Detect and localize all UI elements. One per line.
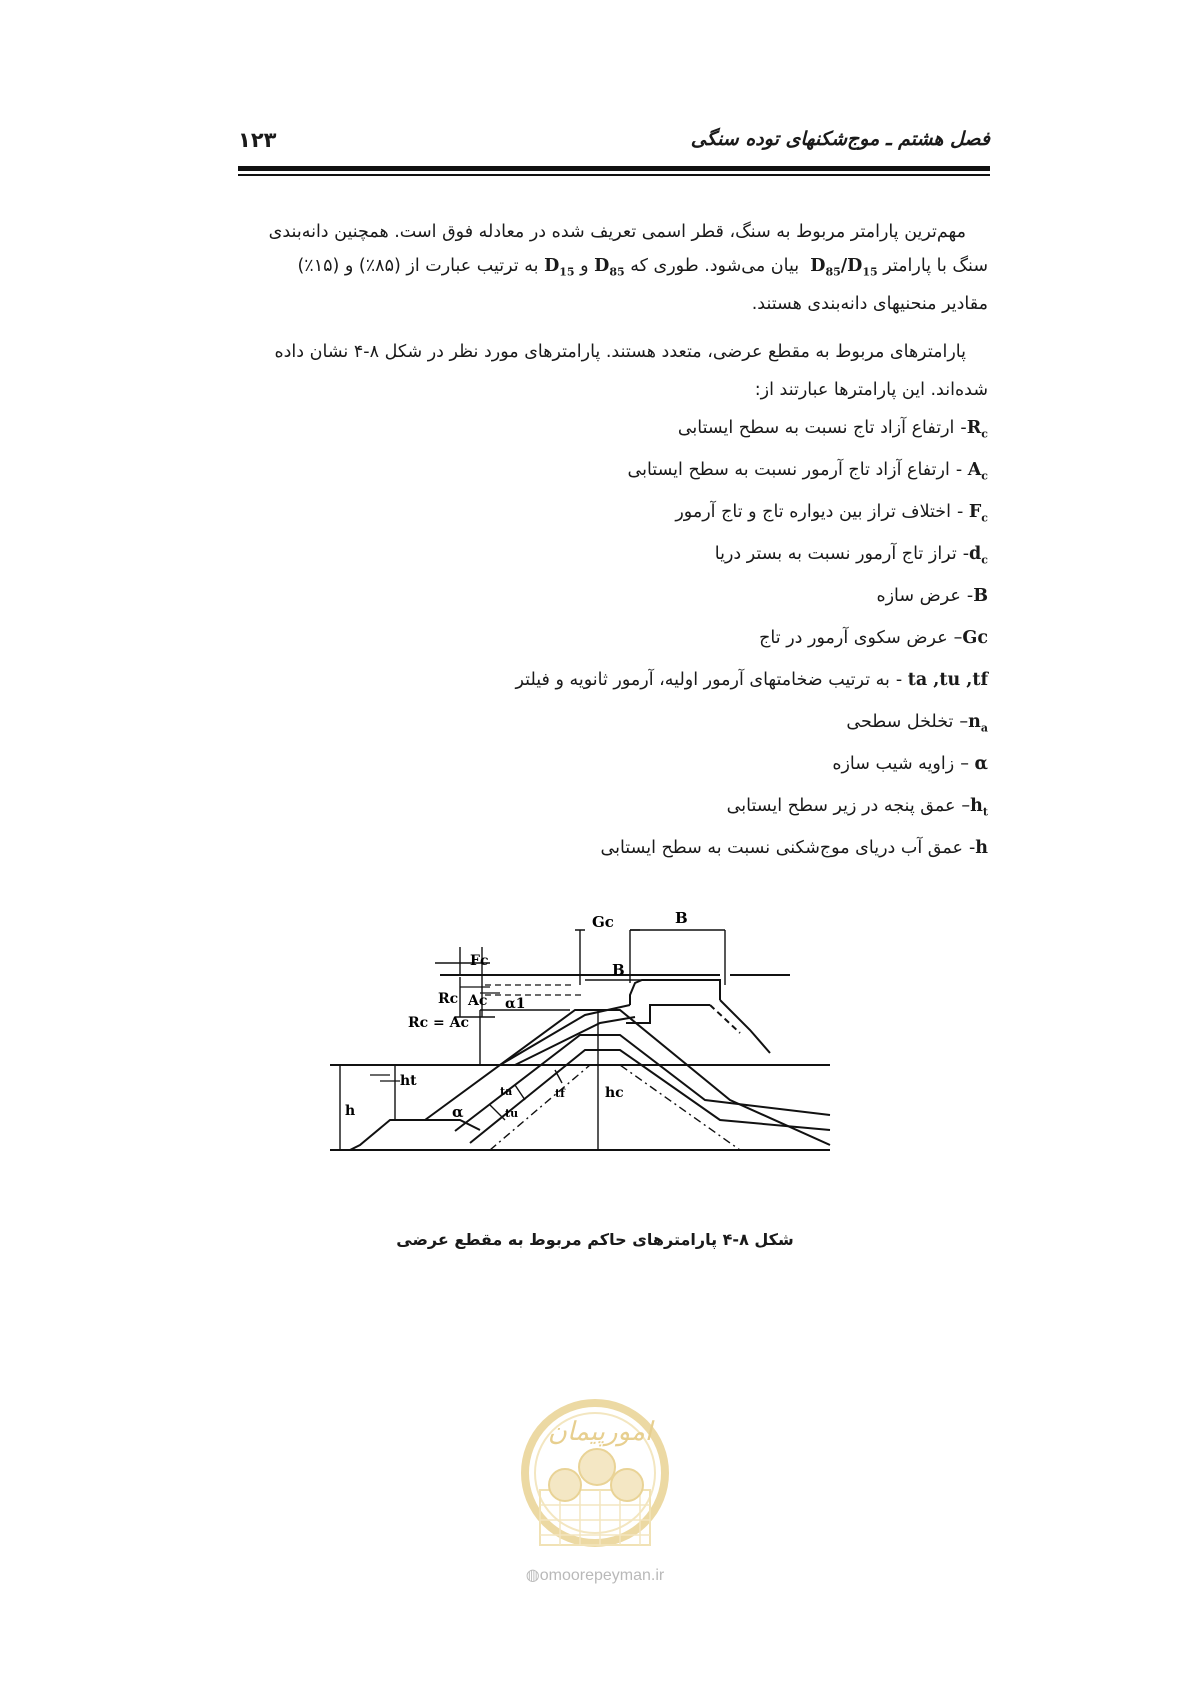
- label-hc: hc: [605, 1085, 624, 1101]
- parameter-description: عرض سازه: [876, 586, 961, 606]
- globe-icon: ◍: [525, 1567, 540, 1584]
- parameter-item: [727, 796, 988, 819]
- cross-section-figure: [330, 905, 890, 1210]
- parameter-description: اختلاف تراز بین دیواره تاج و تاج آرمور: [675, 502, 951, 522]
- paragraph1-line3: مقادیر منحنیهای دانه‌بندی هستند.: [751, 294, 988, 314]
- parameter-description: تراز تاج آرمور نسبت به بستر دریا: [714, 544, 957, 564]
- paragraph1-line2: سنگ با پارامتر $D_{85}/D_{15}$ بیان می‌شود. طوری که $D_{85}$ و $D_{15}$ به ترتیب عبارت از (۸۵٪) و (۱۵٪): [297, 256, 988, 279]
- label-ht: ht: [400, 1073, 417, 1089]
- parameter-symbol: B: [973, 586, 988, 606]
- parameter-description: زاویه شیب سازه: [832, 754, 955, 774]
- parameter-subscript: c: [981, 427, 988, 441]
- parameter-item: [759, 628, 988, 648]
- parameter-item: [715, 544, 988, 567]
- symbol-d15: $D_{15}$: [544, 256, 575, 279]
- parameter-description: عمق پنجه در زیر سطح ایستابی: [726, 796, 956, 816]
- parameter-separator: -: [960, 418, 967, 438]
- parameter-separator: -: [962, 544, 970, 564]
- label-alpha1: α1: [505, 996, 526, 1012]
- parameter-symbol: n: [968, 712, 981, 732]
- parameter-separator: –: [961, 796, 971, 816]
- chapter-title: فصل هشتم ـ موج‌شکنهای توده سنگی: [690, 128, 990, 150]
- label-h: h: [345, 1103, 356, 1119]
- parameter-symbol: R: [966, 418, 982, 438]
- paragraph2-line2: شده‌اند. این پارامترها عبارتند از:: [754, 380, 988, 400]
- parameter-item: [628, 460, 989, 483]
- parameter-symbol: Gc: [962, 628, 988, 648]
- parameter-separator: -: [966, 586, 974, 606]
- label-b-bottom: B: [612, 961, 625, 979]
- label-tf: tf: [555, 1087, 565, 1100]
- parameter-subscript: c: [981, 469, 988, 483]
- parameter-symbol: ta ,tu ,tf: [907, 670, 988, 690]
- header-rule-thin: [238, 174, 990, 176]
- label-b-top: B: [675, 909, 688, 927]
- parameter-description: ارتفاع آزاد تاج آرمور نسبت به سطح ایستابی: [627, 460, 950, 480]
- label-rc-eq-ac: Rc = Ac: [408, 1015, 470, 1031]
- parameter-separator: -: [895, 670, 908, 690]
- logo-text: امورپیمان: [547, 1417, 653, 1447]
- parameter-symbol: A: [967, 460, 982, 480]
- paragraph1-line1: مهم‌ترین پارامتر مربوط به سنگ، قطر اسمی تعریف شده در معادله فوق است. همچنین دانه‌بندی: [268, 222, 966, 242]
- page-number: ۱۲۳: [238, 128, 277, 152]
- parameter-separator: -: [955, 460, 968, 480]
- label-alpha: α: [452, 1103, 464, 1121]
- parameter-subscript: c: [981, 553, 988, 567]
- parameter-symbol: h: [970, 796, 983, 816]
- parameter-symbol: d: [969, 544, 982, 564]
- label-rc-top: Rc: [438, 991, 459, 1007]
- parameter-symbol: F: [968, 502, 982, 522]
- label-gc: Gc: [592, 913, 614, 931]
- symbol-d85-d15: $D_{85}/D_{15}$: [810, 256, 878, 279]
- parameter-item: [846, 712, 988, 735]
- publisher-logo: [485, 1385, 705, 1560]
- parameter-item: [832, 754, 988, 774]
- parameter-subscript: c: [981, 511, 988, 525]
- parameter-item: [601, 838, 988, 858]
- parameter-subscript: a: [980, 721, 988, 735]
- parameter-separator: -: [956, 502, 969, 522]
- parameter-description: عرض سکوی آرمور در تاج: [759, 628, 948, 648]
- parameter-item: [675, 502, 988, 525]
- header-rule-thick: [238, 166, 990, 171]
- parameter-separator: –: [959, 712, 969, 732]
- parameter-symbol: h: [975, 838, 988, 858]
- parameter-separator: -: [968, 838, 976, 858]
- figure-caption: شکل ۸-۴ پارامترهای حاکم مربوط به مقطع عرضی: [396, 1230, 794, 1249]
- parameter-description: به ترتیب ضخامتهای آرمور اولیه، آرمور ثانویه و فیلتر: [515, 670, 890, 690]
- label-ac: Ac: [468, 993, 488, 1009]
- parameter-separator: –: [960, 754, 975, 774]
- parameter-item: [678, 418, 988, 441]
- label-ta: ta: [500, 1085, 513, 1098]
- paragraph2-line1: پارامترهای مربوط به مقطع عرضی، متعدد هستند. پارامترهای مورد نظر در شکل ۸-۴ نشان داده: [274, 342, 966, 362]
- parameter-symbol: α: [974, 754, 988, 774]
- label-tu: tu: [505, 1107, 519, 1120]
- parameter-subscript: t: [982, 805, 988, 819]
- symbol-d85: $D_{85}$: [594, 256, 625, 279]
- parameter-description: ارتفاع آزاد تاج نسبت به سطح ایستابی: [677, 418, 955, 438]
- parameter-separator: –: [953, 628, 963, 648]
- watermark-site: ◍omoorepeyman.ir: [525, 1567, 665, 1584]
- parameter-item: [876, 586, 988, 606]
- parameter-item: [516, 670, 988, 690]
- label-fc: Fc: [470, 953, 489, 969]
- parameter-description: تخلخل سطحی: [846, 712, 954, 732]
- parameter-description: عمق آب دریای موج‌شکنی نسبت به سطح ایستابی: [600, 838, 963, 858]
